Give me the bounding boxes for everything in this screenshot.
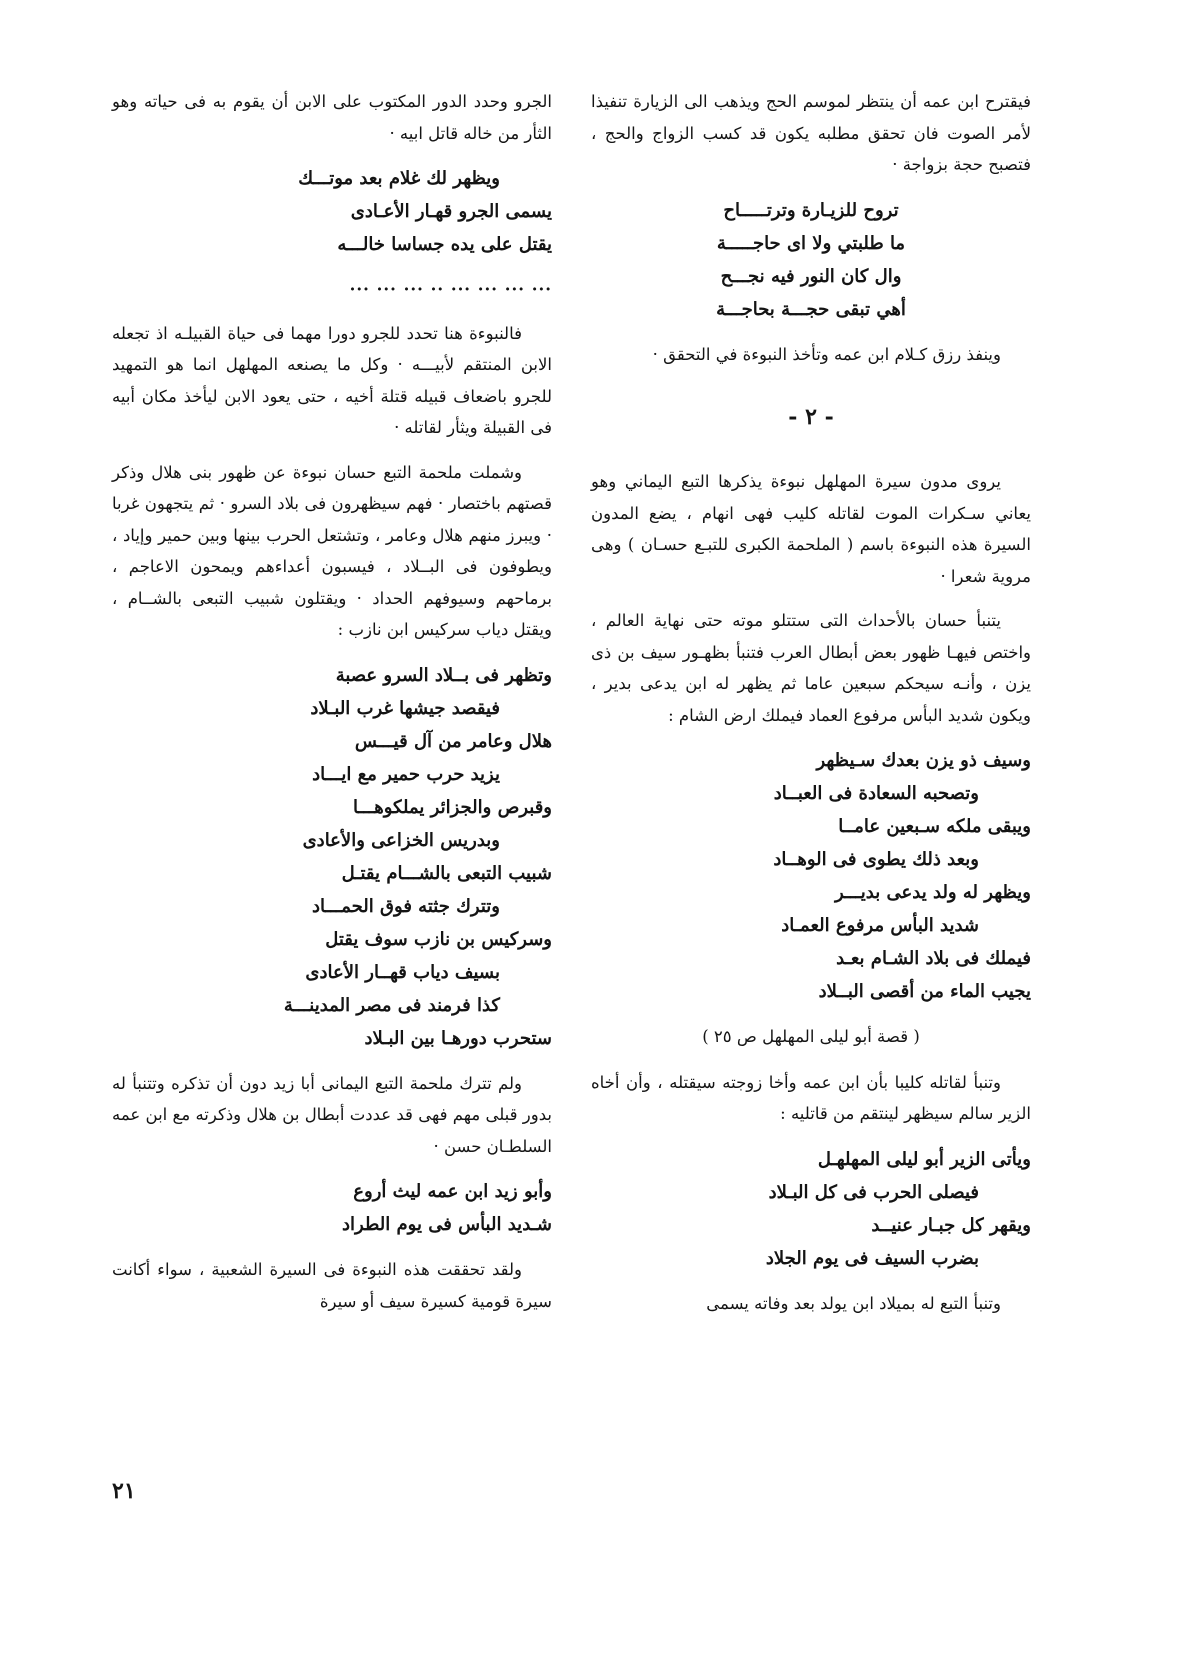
poem-line: فيملك فى بلاد الشـام بعـد [836,948,1031,969]
poem-stanza [591,1143,1031,1275]
citation: ( قصة أبو ليلى المهلهل ص ٢٥ ) [702,1027,920,1046]
paragraph: فالنبوءة هنا تحدد للجرو دورا مهما فى حياة القبيلـه اذ تجعله الابن المنتقم لأبيـــه · وكل ما يصنعه المهلهل انما هو التمهيد للجرو باضعاف قبيله قتلة أخيه ، حتى يعود الابن ليأخذ مكان أبيه فى القبيلة ويثأر لقاتله · [112,323,552,437]
poem-stanza [591,194,1031,326]
paragraph: الجرو وحدد الدور المكتوب على الابن أن يقوم به فى حياته وهو الثأر من خاله قاتل ابيه · [112,92,552,143]
paragraph: يتنبأ حسان بالأحداث التى ستتلو موته حتى نهاية العالم ، واختص فيهـا ظهور بعض أبطال العرب فتنبأ بظهـور سيف بن ذى يزن ، وأنـه سيحكم سبعين عاما ثم يظهر له ابن يدعى بدير ، ويكون شديد البأس مرفوع العماد فيملك ارض الشام : [591,611,1031,725]
poem-line: فيصلى الحرب فى كل البـلاد [768,1181,979,1203]
poem-line: وتظهر فى بــلاد السرو عصبة [335,664,552,686]
paragraph: ولقد تحققت هذه النبوءة فى السيرة الشعبية ، سواء أكانت سيرة قومية كسيرة سيف أو سيرة [112,1260,552,1311]
poem-line: شبيب التبعى بالشـــام يقتـل [341,862,552,884]
paragraph: ولم تترك ملحمة التبع اليمانى أبا زيد دون أن تذكره وتتنبأ له بدور قبلى مهم فهى قد عددت أبطال بن هلال وذكرته مع ابن عمه السلطـان حسن · [112,1073,552,1156]
paragraph: وتنبأ التبع له بميلاد ابن يولد بعد وفاته يسمى [706,1293,1001,1313]
paragraph: وشملت ملحمة التبع حسان نبوءة عن ظهور بنى هلال وذكر قصتهم باختصار · فهم سيظهرون فى بلاد السرو · ثم يتجهون غربا · ويبرز منهم هلال وعامر ، وتشتعل الحرب بينها وبين حمير وإياد ، ويطوفون فى البــلاد ، فيسبون أعداءهم ويمحون الاعاجم ، برماحهم وسيوفهم الحداد · ويقتلون شبيب التبعى بالشــام ، ويقتل دياب سركيس ابن نازب : [112,462,552,639]
poem-line: تروح للزيـارة وترتـــــاح [723,199,899,221]
poem-line: شـديد البأس فى يوم الطراد [342,1214,552,1235]
section-number: - ٢ - [788,404,834,430]
poem-line: وسيف ذو يزن بعدك سـيظهر [816,750,1031,771]
poem-line: وأبو زيد ابن عمه ليث أروع [353,1181,552,1202]
poem-line: بضرب السيف فى يوم الجلاد [765,1247,979,1269]
poem-line: وقبرص والجزائر يملكوهـــا [352,796,552,818]
poem-line: يزيد حرب حمير مع ايـــاد [312,763,500,785]
poem-line: ويظهر له ولد يدعى بديـــر [835,882,1031,903]
poem-line: ويقهر كل جبـار عنيــد [871,1214,1031,1236]
poem-line: شديد البأس مرفوع العمـاد [781,915,979,936]
poem-stanza [112,1175,552,1241]
poem-line: فيقصد جيشها غرب البـلاد [310,697,500,719]
poem-line: يقتل على يده جساسا خالـــه [337,234,552,255]
poem-line: وسركيس بن نازب سوف يقتل [325,928,552,950]
poem-stanza [112,659,552,1055]
right-column [591,86,1031,1332]
poem-line: وتترك جثته فوق الحمـــاد [311,895,500,917]
poem-line: ويأتى الزير أبو ليلى المهلهـل [817,1148,1031,1170]
poem-line: ويبقى ملكه سـبعين عامــا [838,816,1031,837]
page-number: ٢١ [112,1478,136,1504]
ellipsis-separator: ··· ··· ··· ··· ·· ··· ··· ··· [349,280,552,299]
poem-line: ستحرب دورهـا بين البـلاد [364,1027,552,1049]
paragraph: يروى مدون سيرة المهلهل نبوءة يذكرها التبع اليماني وهو يعاني سـكرات الموت لقاتله كليب فهى انهام ، يضع المدون السيرة هذه النبوءة باسم ( الملحمة الكبرى للتبـع حسـان ) وهى مروية شعرا · [591,472,1031,586]
poem-line: ويظهر لك غلام بعد موتـــك [298,168,500,189]
poem-line: وال كان النور فيه نجـــح [720,265,902,287]
paragraph: فيقترح ابن عمه أن ينتظر لموسم الحج ويذهب الى الزيارة تنفيذا لأمر الصوت فان تحقق مطلبه يكون قد كسب الزواج والحج ، فتصبح حجة بزواجة · [591,92,1031,174]
poem-line: كذا فرمند فى مصر المدينـــة [283,994,500,1016]
poem-stanza [591,744,1031,1008]
poem-line: وبعد ذلك يطوى فى الوهــاد [773,849,979,870]
poem-line: وبدريس الخزاعى والأعادى [302,829,500,851]
paragraph: وينفذ رزق كـلام ابن عمه وتأخذ النبوءة في التحقق · [652,344,1001,364]
poem-stanza [112,162,552,261]
poem-line: يجيب الماء من أقصى البــلاد [818,981,1031,1002]
poem-line: بسيف دياب قهــار الأعادى [305,961,500,983]
poem-line: وتصحبه السعادة فى العبــاد [773,783,979,804]
left-column [112,86,552,1330]
poem-line: ما طلبتي ولا اى حاجـــــة [716,232,906,254]
poem-line: هلال وعامر من آل قيـــس [354,730,552,752]
poem-line: يسمى الجرو قهـار الأعـادى [350,201,552,222]
paragraph: وتنبأ لقاتله كليبا بأن ابن عمه وأخا زوجته سيقتله ، وأن أخاه الزير سالم سيظهر لينتقم من قاتليه : [591,1072,1031,1123]
poem-line: أهي تبقى حجـــة بحاجـــة [716,298,906,320]
